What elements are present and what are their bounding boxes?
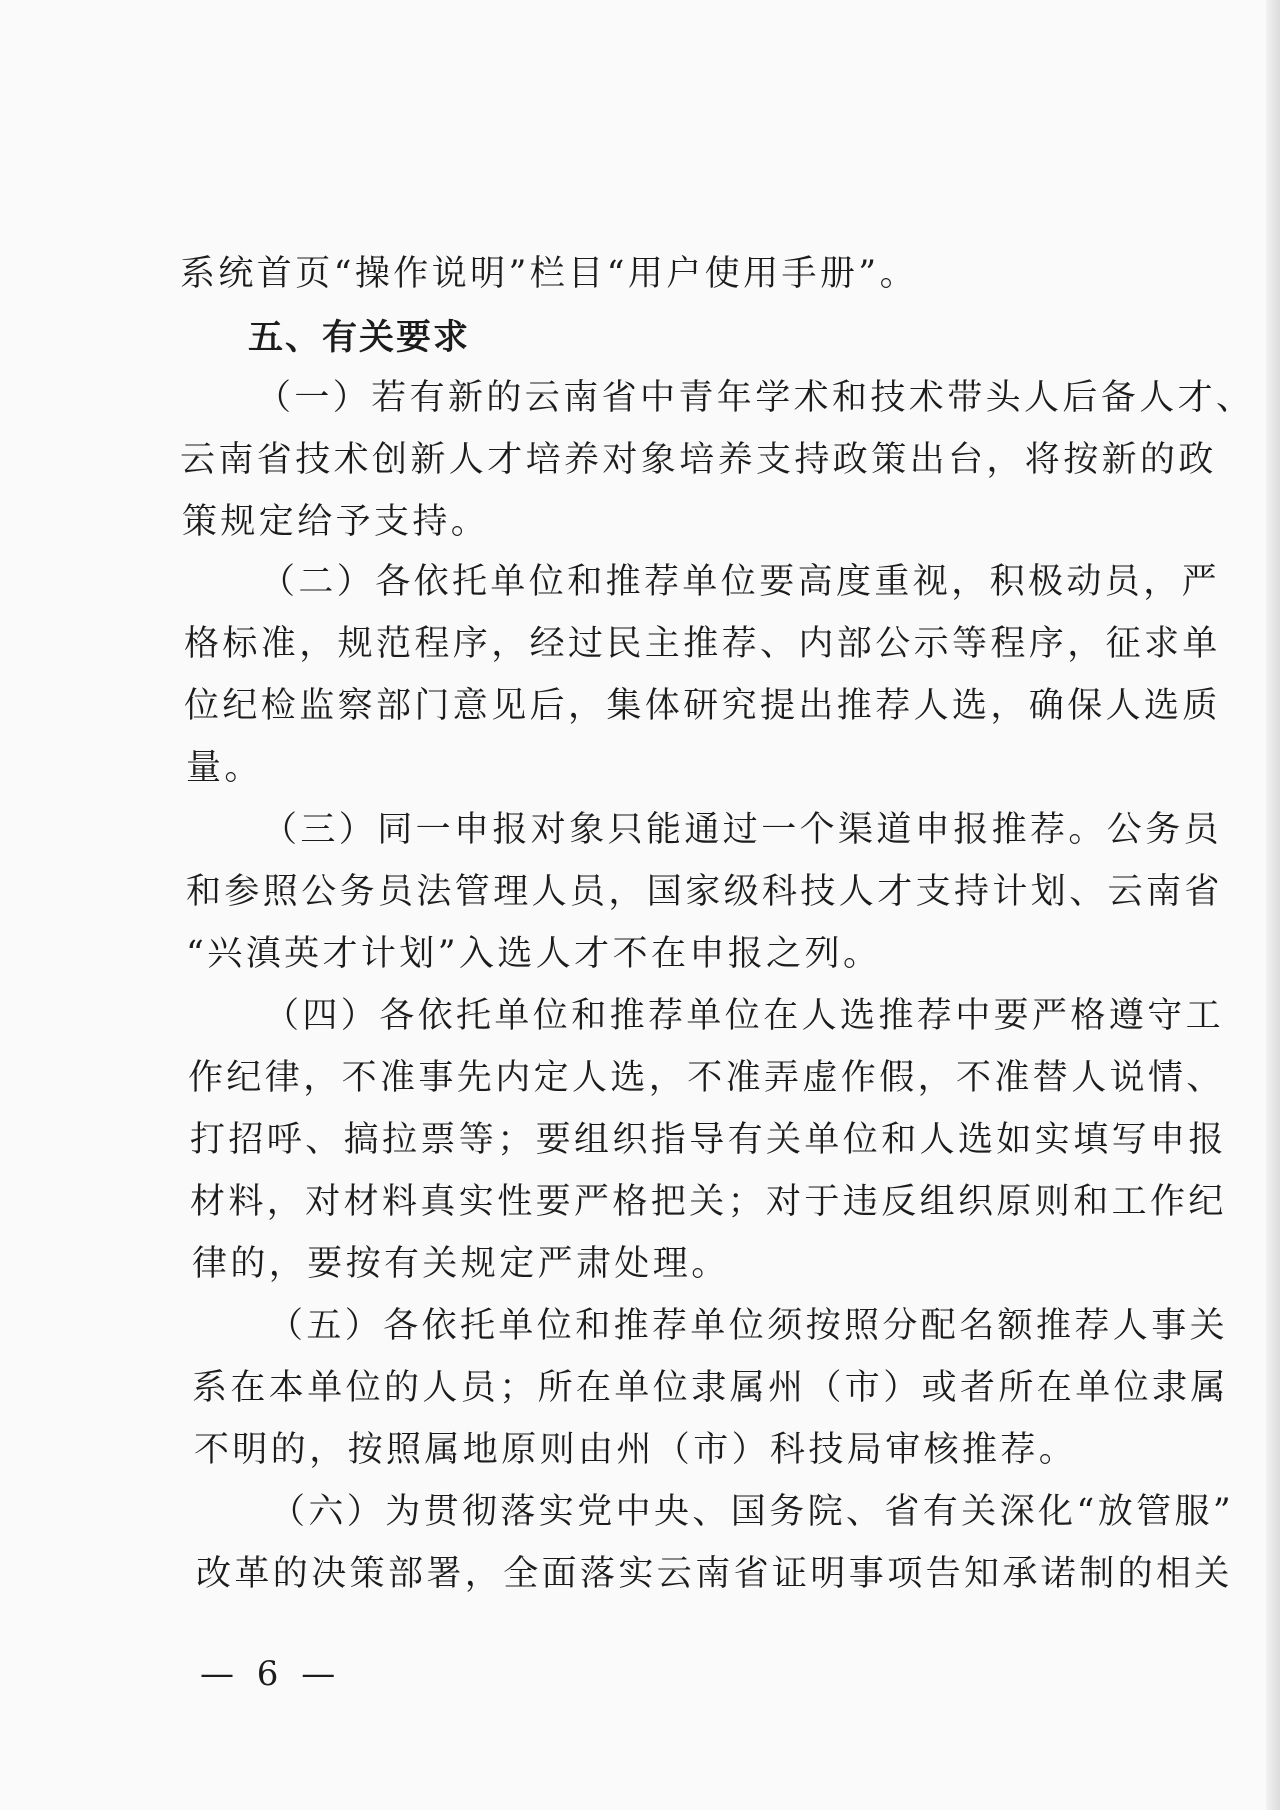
paragraph-4-line-3: 打招呼、搞拉票等；要组织指导有关单位和人选如实填写申报: [190, 1120, 1227, 1160]
paragraph-2-line-3: 位纪检监察部门意见后，集体研究提出推荐人选，确保人选质: [184, 686, 1221, 726]
paragraph-1-line-1: （一）若有新的云南省中青年学术和技术带头人后备人才、: [256, 378, 1255, 418]
paragraph-4-line-1: （四）各依托单位和推荐单位在人选推荐中要严格遵守工: [264, 996, 1225, 1036]
paragraph-6-line-2: 改革的决策部署，全面落实云南省证明事项告知承诺制的相关: [196, 1554, 1233, 1594]
paragraph-5-line-2: 系在本单位的人员；所在单位隶属州（市）或者所在单位隶属: [192, 1368, 1229, 1408]
paragraph-4-line-2: 作纪律，不准事先内定人选，不准弄虚作假，不准替人说情、: [188, 1058, 1225, 1098]
paragraph-6-line-1: （六）为贯彻落实党中央、国务院、省有关深化“放管服”: [270, 1492, 1235, 1532]
text-line: 系统首页“操作说明”栏目“用户使用手册”。: [180, 254, 918, 294]
paragraph-3-line-2: 和参照公务员法管理人员，国家级科技人才支持计划、云南省: [186, 872, 1223, 912]
paragraph-2-line-2: 格标准，规范程序，经过民主推荐、内部公示等程序，征求单: [184, 624, 1221, 664]
paragraph-2-line-1: （二）各依托单位和推荐单位要高度重视，积极动员，严: [260, 562, 1221, 602]
section-heading: 五、有关要求: [248, 318, 471, 358]
page-number: — 6 —: [200, 1654, 342, 1694]
page-edge-shadow: [1266, 0, 1280, 1810]
paragraph-5-line-1: （五）各依托单位和推荐单位须按照分配名额推荐人事关: [268, 1306, 1229, 1346]
paragraph-3-line-1: （三）同一申报对象只能通过一个渠道申报推荐。公务员: [262, 810, 1223, 850]
paragraph-3-line-3: “兴滇英才计划”入选人才不在申报之列。: [186, 934, 882, 974]
paragraph-5-line-3: 不明的，按照属地原则由州（市）科技局审核推荐。: [194, 1430, 1078, 1470]
paragraph-1-line-3: 策规定给予支持。: [182, 502, 490, 542]
paragraph-4-line-4: 材料，对材料真实性要严格把关；对于违反组织原则和工作纪: [190, 1182, 1227, 1222]
paragraph-4-line-5: 律的，要按有关规定严肃处理。: [192, 1244, 730, 1284]
paragraph-2-line-4: 量。: [186, 748, 263, 788]
paragraph-1-line-2: 云南省技术创新人才培养对象培养支持政策出台，将按新的政: [180, 440, 1217, 480]
